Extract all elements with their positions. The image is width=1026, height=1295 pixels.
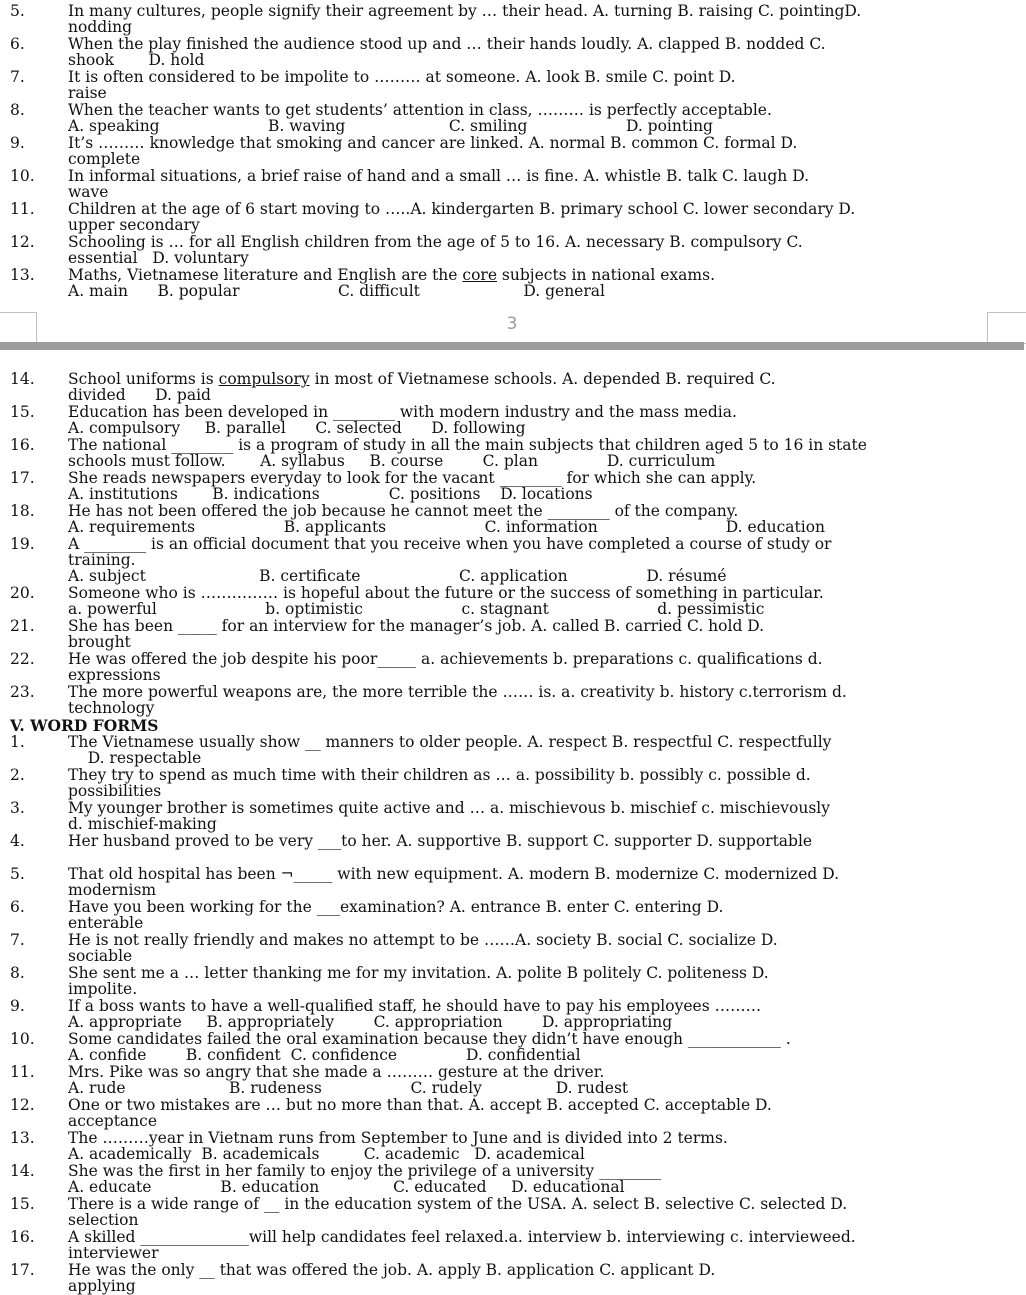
question-text: My younger brother is sometimes quite active and … a. mischievous b. mischief c. mischievously xyxy=(68,799,830,817)
question-text: He is not really friendly and makes no attempt to be ……A. society B. social C. socialize D. xyxy=(68,931,778,949)
question-text: A ________ is an official document that you receive when you have completed a course of study or xyxy=(68,535,832,553)
question-number: 15. xyxy=(10,1195,35,1213)
question-item xyxy=(0,1163,1024,1196)
question-number: 5. xyxy=(10,2,25,20)
question-continuation: interviewer xyxy=(68,1244,159,1262)
question-continuation: a. powerful b. optimistic c. stagnant d. pessimistic xyxy=(68,600,765,618)
question-number: 8. xyxy=(10,101,25,119)
answer-options: A. subject B. certificate C. application D. résumé xyxy=(68,567,727,585)
question-text: That old hospital has been ¬_____ with new equipment. A. modern B. modernize C. modernized D. xyxy=(68,865,840,883)
section-title: V. WORD FORMS xyxy=(10,716,159,735)
question-item xyxy=(0,833,1024,866)
question-item xyxy=(0,1196,1024,1229)
question-number: 17. xyxy=(10,469,35,487)
question-item xyxy=(0,536,1024,585)
question-item xyxy=(0,585,1024,618)
question-item xyxy=(0,899,1024,932)
question-continuation: A. speaking B. waving C. smiling D. pointing xyxy=(68,117,713,135)
question-text: The more powerful weapons are, the more terrible the …… is. a. creativity b. history c.terrorism d. xyxy=(68,683,847,701)
question-continuation: expressions xyxy=(68,666,161,684)
question-text: When the teacher wants to get students’ attention in class, ……… is perfectly acceptable. xyxy=(68,101,772,119)
question-item xyxy=(0,371,1024,404)
question-text: Education has been developed in ________ with modern industry and the mass media. xyxy=(68,403,737,421)
question-item xyxy=(0,684,1024,717)
question-text-part: subjects in national exams. xyxy=(497,266,716,284)
question-item xyxy=(0,135,1024,168)
question-number: 8. xyxy=(10,964,25,982)
question-number: 10. xyxy=(10,1030,35,1048)
question-text-part: in most of Vietnamese schools. A. depended B. required C. xyxy=(309,370,776,388)
question-number: 7. xyxy=(10,931,25,949)
question-number: 14. xyxy=(10,1162,35,1180)
page-number: 3 xyxy=(506,314,518,334)
question-item xyxy=(0,69,1024,102)
question-continuation: training. xyxy=(68,551,136,569)
word-forms-questions xyxy=(0,734,1024,1295)
question-number: 18. xyxy=(10,502,35,520)
question-item xyxy=(0,201,1024,234)
question-item xyxy=(0,618,1024,651)
question-text: It’s ……… knowledge that smoking and cancer are linked. A. normal B. common C. formal D. xyxy=(68,134,798,152)
question-continuation: wave xyxy=(68,183,109,201)
question-text: One or two mistakes are … but no more than that. A. accept B. accepted C. acceptable D. xyxy=(68,1096,772,1114)
question-number: 11. xyxy=(10,1063,35,1081)
question-item xyxy=(0,998,1024,1031)
section-header xyxy=(0,717,1024,734)
question-text: They try to spend as much time with their children as … a. possibility b. possibly c. possible d. xyxy=(68,766,811,784)
question-continuation: A. rude B. rudeness C. rudely D. rudest xyxy=(68,1079,629,1097)
question-continuation: A. educate B. education C. educated D. educational xyxy=(68,1178,625,1196)
question-text: She sent me a … letter thanking me for my invitation. A. polite B politely C. politeness D. xyxy=(68,964,769,982)
question-number: 9. xyxy=(10,134,25,152)
question-number: 16. xyxy=(10,1228,35,1246)
question-number: 13. xyxy=(10,1129,35,1147)
question-continuation: A. requirements B. applicants C. information D. education xyxy=(68,518,826,536)
question-item xyxy=(0,1031,1024,1064)
question-continuation: sociable xyxy=(68,947,133,965)
question-continuation: possibilities xyxy=(68,782,162,800)
question-item xyxy=(0,3,1024,36)
question-text: Her husband proved to be very ___to her. A. supportive B. support C. supporter D. supportable xyxy=(68,832,813,850)
question-item xyxy=(0,1229,1024,1262)
question-continuation: applying xyxy=(68,1277,136,1295)
question-continuation: essential D. voluntary xyxy=(68,249,249,267)
page-break xyxy=(0,306,1024,370)
question-item xyxy=(0,470,1024,503)
question-text: It is often considered to be impolite to ……… at someone. A. look B. smile C. point D. xyxy=(68,68,736,86)
question-item xyxy=(0,932,1024,965)
question-item xyxy=(0,404,1024,437)
question-number: 1. xyxy=(10,733,25,751)
question-item xyxy=(0,1097,1024,1130)
question-item xyxy=(0,503,1024,536)
question-text-part: School uniforms is xyxy=(68,370,219,388)
question-continuation: enterable xyxy=(68,914,144,932)
question-number: 9. xyxy=(10,997,25,1015)
question-text: He has not been offered the job because he cannot meet the ________ of the company. xyxy=(68,502,739,520)
question-number: 11. xyxy=(10,200,35,218)
question-continuation: A. main B. popular C. difficult D. general xyxy=(68,282,605,300)
question-number: 7. xyxy=(10,68,25,86)
question-continuation: impolite. xyxy=(68,980,138,998)
question-item xyxy=(0,800,1024,833)
question-text: She was the first in her family to enjoy the privilege of a university ________ xyxy=(68,1162,662,1180)
question-number: 16. xyxy=(10,436,35,454)
question-text: In informal situations, a brief raise of hand and a small … is fine. A. whistle B. talk C. laugh D. xyxy=(68,167,810,185)
question-text-part: Maths, Vietnamese literature and English are the xyxy=(68,266,463,284)
question-item xyxy=(0,102,1024,135)
question-text: Children at the age of 6 start moving to …..A. kindergarten B. primary school C. lower secondary D. xyxy=(68,200,856,218)
question-continuation: A. confide B. confident C. confidence D. confidential xyxy=(68,1046,581,1064)
question-number: 6. xyxy=(10,35,25,53)
question-continuation: divided D. paid xyxy=(68,386,211,404)
question-item xyxy=(0,1130,1024,1163)
question-item xyxy=(0,965,1024,998)
question-continuation: complete xyxy=(68,150,141,168)
page-3-questions xyxy=(0,3,1024,300)
question-text: Mrs. Pike was so angry that she made a ……… gesture at the driver. xyxy=(68,1063,605,1081)
question-text: There is a wide range of __ in the education system of the USA. A. select B. selective C. selected D. xyxy=(68,1195,848,1213)
question-continuation: D. respectable xyxy=(68,749,202,767)
question-continuation: nodding xyxy=(68,18,133,36)
question-item xyxy=(0,1262,1024,1295)
question-text: She reads newspapers everyday to look for the vacant ________ for which she can apply. xyxy=(68,469,757,487)
question-continuation: modernism xyxy=(68,881,157,899)
question-continuation: A. academically B. academicals C. academic D. academical xyxy=(68,1145,585,1163)
question-text: He was the only __ that was offered the job. A. apply B. application C. applicant D. xyxy=(68,1261,716,1279)
question-item xyxy=(0,1064,1024,1097)
question-continuation: selection xyxy=(68,1211,139,1229)
question-number: 23. xyxy=(10,683,35,701)
question-continuation: upper secondary xyxy=(68,216,200,234)
question-number: 15. xyxy=(10,403,35,421)
question-number: 21. xyxy=(10,617,35,635)
question-text: The Vietnamese usually show __ manners to older people. A. respect B. respectful C. respectfully xyxy=(68,733,832,751)
question-number: 20. xyxy=(10,584,35,602)
question-item xyxy=(0,234,1024,267)
question-item xyxy=(0,651,1024,684)
question-text: Schooling is … for all English children from the age of 5 to 16. A. necessary B. compulsory C. xyxy=(68,233,803,251)
question-number: 10. xyxy=(10,167,35,185)
question-text: A skilled ______________will help candidates feel relaxed.a. interview b. interviewing c. intervieweed. xyxy=(68,1228,856,1246)
question-text: In many cultures, people signify their agreement by … their head. A. turning B. raising C. pointingD. xyxy=(68,2,862,20)
question-number: 2. xyxy=(10,766,25,784)
question-item xyxy=(0,866,1024,899)
question-continuation: raise xyxy=(68,84,107,102)
vocabulary-questions xyxy=(0,371,1024,717)
question-number: 6. xyxy=(10,898,25,916)
question-number: 13. xyxy=(10,266,35,284)
question-number: 4. xyxy=(10,832,25,850)
question-continuation: brought xyxy=(68,633,131,651)
question-number: 5. xyxy=(10,865,25,883)
question-text: If a boss wants to have a well-qualified staff, he should have to pay his employees ……… xyxy=(68,997,762,1015)
question-text: The ………year in Vietnam runs from September to June and is divided into 2 terms. xyxy=(68,1129,728,1147)
question-text: He was offered the job despite his poor_____ a. achievements b. preparations c. qualifications d. xyxy=(68,650,823,668)
question-number: 3. xyxy=(10,799,25,817)
question-continuation: technology xyxy=(68,699,155,717)
question-item xyxy=(0,267,1024,300)
question-text: Some candidates failed the oral examination because they didn’t have enough ____________ . xyxy=(68,1030,791,1048)
question-item xyxy=(0,36,1024,69)
question-text: The national ________ is a program of study in all the main subjects that children aged 5 to 16 in state xyxy=(68,436,867,454)
question-number: 12. xyxy=(10,233,35,251)
question-number: 14. xyxy=(10,370,35,388)
underlined-word: core xyxy=(462,266,497,284)
question-text: When the play finished the audience stood up and … their hands loudly. A. clapped B. nodded C. xyxy=(68,35,826,53)
question-continuation: A. appropriate B. appropriately C. appropriation D. appropriating xyxy=(68,1013,673,1031)
question-number: 22. xyxy=(10,650,35,668)
page-separator-bar xyxy=(0,342,1024,350)
question-continuation: acceptance xyxy=(68,1112,158,1130)
question-continuation: d. mischief-making xyxy=(68,815,217,833)
question-number: 19. xyxy=(10,535,35,553)
question-item xyxy=(0,437,1024,470)
question-text: Have you been working for the ___examination? A. entrance B. enter C. entering D. xyxy=(68,898,724,916)
question-continuation: A. compulsory B. parallel C. selected D. following xyxy=(68,419,526,437)
question-text: Someone who is …………… is hopeful about the future or the success of something in particular. xyxy=(68,584,824,602)
underlined-word: compulsory xyxy=(218,370,310,388)
question-item xyxy=(0,767,1024,800)
question-continuation: shook D. hold xyxy=(68,51,205,69)
question-item xyxy=(0,734,1024,767)
question-continuation: A. institutions B. indications C. positions D. locations xyxy=(68,485,593,503)
question-text: She has been _____ for an interview for the manager’s job. A. called B. carried C. hold D. xyxy=(68,617,765,635)
question-item xyxy=(0,168,1024,201)
page-4-content xyxy=(0,371,1024,1295)
question-number: 12. xyxy=(10,1096,35,1114)
question-number: 17. xyxy=(10,1261,35,1279)
question-continuation: schools must follow. A. syllabus B. course C. plan D. curriculum xyxy=(68,452,716,470)
